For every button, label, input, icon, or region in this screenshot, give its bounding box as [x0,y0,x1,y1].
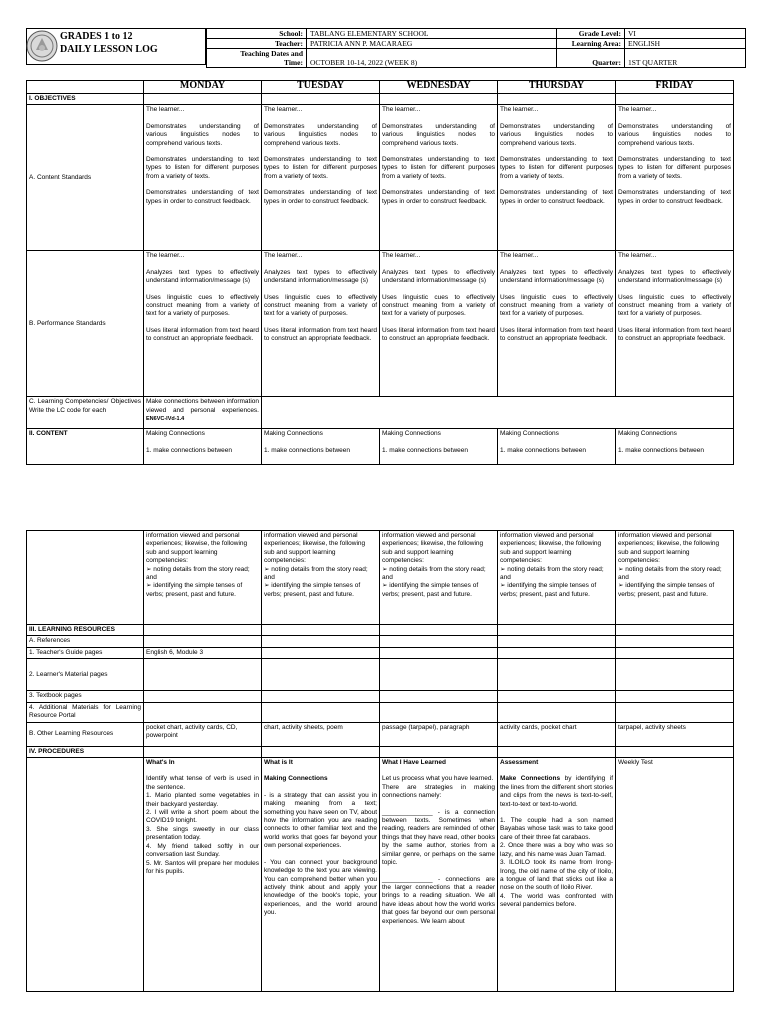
procedures-monday [144,758,262,992]
cell-paragraph: 1. make connections between [618,446,704,454]
cell-paragraph: Uses linguistic cues to effectively construct meaning from a variety of text for a variety of purposes. [264,293,377,318]
competencies-row [27,397,734,429]
cell-paragraph: Uses literal information from text heard to construct an appropriate feedback. [500,326,613,343]
content-cell [380,429,498,465]
monday-title: What's In [146,759,175,767]
additional-materials-row [27,702,734,722]
competencies-label: C. Learning Competencies/ Objectives Write the LC code for each [27,397,144,429]
cell-paragraph: Demonstrates understanding of various linguistics nodes to comprehend various texts. [500,122,613,147]
cell-line: 1. Mario planted some vegetables in their backyard yesterday. [146,792,259,808]
cell-paragraph: 1. make connections between [500,446,586,454]
competency-text: Make connections between information viewed and personal experiences. [146,398,259,414]
cell-line: ➢ identifying the simple tenses of verbs; present, past and future. [618,582,715,598]
learner-material-label: 2. Learner's Material pages [27,659,144,691]
cell-line: 4. The world was confronted with several pandemics before. [500,892,613,909]
cell-paragraph: Demonstrates understanding of text types in order to construct feedback. [382,189,495,205]
cell-paragraph: Uses literal information from text heard to construct an appropriate feedback. [382,326,495,343]
content-continued-cell [380,531,498,625]
cell-paragraph: Making Connections [618,430,677,438]
content-heading: II. CONTENT [27,429,144,465]
cell-paragraph: Demonstrates understanding of text types in order to construct feedback. [618,189,731,205]
cell-line: 2. Once there was a boy who was so lazy, and his name was Juan Tamad. [500,842,613,858]
wednesday-para: Let us process what you have learned. [382,775,494,783]
lesson-grid-page-1 [26,80,734,465]
content-continued-label [27,531,144,625]
school-label: School: [207,29,307,39]
procedures-heading: IV. PROCEDURES [27,746,144,757]
cell-paragraph: Uses linguistic cues to effectively construct meaning from a variety of text for a variety of purposes. [500,293,613,318]
day-header-row [27,81,734,94]
day-wednesday: WEDNESDAY [380,81,498,94]
cell-line: ➢ identifying the simple tenses of verbs; present, past and future. [500,582,597,598]
textbook-row [27,691,734,702]
thursday-lead-bold: Make Connections [500,775,561,783]
cell-paragraph: Demonstrates understanding of various linguistics nodes to comprehend various texts. [618,122,731,147]
cell-paragraph: The learner... [500,252,539,260]
title-line-2: DAILY LESSON LOG [60,44,158,55]
cell-line: ➢ noting details from the story read; and [146,565,250,582]
cell-paragraph: Making Connections [146,430,205,438]
other-resources-cell: chart, activity sheets, poem [262,722,380,746]
cell-paragraph: Uses literal information from text heard to construct an appropriate feedback. [146,326,259,343]
cell-line: 5. Mr. Santos will prepare her modules for his pupils. [146,859,259,875]
other-resources-cell: tarpapel, activity sheets [616,722,734,746]
cell-line: 4. My friend talked softly in our conversation last Sunday. [146,842,259,859]
content-continued-row [27,531,734,625]
cell-paragraph: Demonstrates understanding to text types to listen for different purposes from a variety of texts. [618,156,731,180]
cell-paragraph: Uses literal information from text heard to construct an appropriate feedback. [264,326,377,343]
cell-paragraph: Demonstrates understanding of various linguistics nodes to comprehend various texts. [382,122,495,147]
content-standards-cell [616,105,734,251]
performance-standards-cell [380,251,498,397]
cell-paragraph: Making Connections [264,430,323,438]
content-cell [144,429,262,465]
dates-label [207,49,307,68]
day-tuesday: TUESDAY [262,81,380,94]
cell-line: Identify what tense of verb is used in the sentence. [146,775,259,791]
cell-paragraph: Analyzes text types to effectively understand information/message (s) [264,268,377,285]
cell-paragraph: Uses linguistic cues to effectively construct meaning from a variety of text for a variety of purposes. [146,293,259,318]
cell-paragraph: Making Connections [382,430,441,438]
cell-line: ➢ identifying the simple tenses of verbs; present, past and future. [382,582,479,598]
other-resources-cell: activity cards, pocket chart [498,722,616,746]
cell-paragraph: Analyzes text types to effectively understand information/message (s) [500,268,613,285]
content-cell [498,429,616,465]
lesson-grid-page-2 [26,530,734,992]
competencies-cell [144,397,262,429]
cell-paragraph: - is a strategy that can assist you in making meaning from a text; something you have seen on TV, about how the information you are reading connects to other familiar text and the world works that goes far beyond your own personal experiences. [264,791,377,850]
resources-section-row [27,625,734,636]
competencies-empty [262,397,734,429]
learner-material-row [27,659,734,691]
cell-paragraph: 1. make connections between [382,446,468,454]
other-resources-row [27,722,734,746]
cell-line: information viewed and personal experiences; likewise, the following sub and support learning competencies: [146,532,248,565]
cell-paragraph: Analyzes text types to effectively understand information/message (s) [382,268,495,285]
day-friday: FRIDAY [616,81,734,94]
performance-standards-cell [144,251,262,397]
cell-line: 1. The couple had a son named Bayabas whose task was to take good care of their three fat carabaos. [500,817,613,841]
area-label: Learning Area: [557,39,625,49]
other-resources-cell: passage (tarpapel), paragraph [380,722,498,746]
thursday-lead [500,775,613,809]
dates-label-line-2: Time: [283,58,303,67]
procedures-friday [616,758,734,992]
cell-line: ➢ identifying the simple tenses of verbs; present, past and future. [264,582,361,598]
wednesday-title: What I Have Learned [382,759,446,767]
tuesday-title: What is It [264,759,293,767]
cell-line: ➢ noting details from the story read; and [500,565,604,582]
corner-cell [27,81,144,94]
content-row [27,429,734,465]
cell-paragraph: Demonstrates understanding of various linguistics nodes to comprehend various texts. [146,122,259,147]
cell-paragraph: The learner... [146,252,185,260]
cell-paragraph: - You can connect your background knowledge to the text you are viewing. You can comprehend better when you actively think about and apply your knowledge of the book's topic, your experiences, and the world around you. [264,858,377,917]
performance-standards-cell [616,251,734,397]
grade-value: VI [625,29,746,39]
cell-paragraph: Uses linguistic cues to effectively construct meaning from a variety of text for a variety of purposes. [618,293,731,318]
cell-paragraph: The learner... [500,106,539,114]
objectives-section-row [27,94,734,105]
cell-paragraph: 1. make connections between [264,446,350,454]
dates-value: OCTOBER 10-14, 2022 (WEEK 8) [307,49,557,68]
content-standards-label: A. Content Standards [27,105,144,251]
content-standards-row [27,105,734,251]
cell-paragraph: Uses linguistic cues to effectively construct meaning from a variety of text for a variety of purposes. [382,293,495,318]
references-row [27,636,734,647]
cell-paragraph: Demonstrates understanding to text types to listen for different purposes from a variety of texts. [146,156,259,180]
thursday-lead-rest: by identifying if the lines from the different short stories and clips from the news is text-to-self, text-to-text or text-to-world. [500,775,613,808]
wednesday-para: ______________ - is a connection between texts. Sometimes when reading, readers are reminded of other things that they have read, other books by the same author, stories from a similar genre, or perhaps on the same topic. [382,808,495,867]
content-continued-cell [616,531,734,625]
cell-line: 2. I will write a short poem about the COVID19 tonight. [146,809,259,825]
procedures-label-cell [27,758,144,992]
performance-standards-cell [498,251,616,397]
content-cell [262,429,380,465]
content-cell [616,429,734,465]
monday-lines [146,775,259,876]
content-standards-cell [498,105,616,251]
day-monday: MONDAY [144,81,262,94]
content-standards-cell [380,105,498,251]
thursday-items [500,817,613,909]
cell-paragraph: The learner... [146,106,185,114]
cell-paragraph: Demonstrates understanding of various linguistics nodes to comprehend various texts. [264,122,377,147]
document-title [60,30,158,56]
cell-paragraph: Demonstrates understanding to text types to listen for different purposes from a variety of texts. [382,156,495,180]
wednesday-para: There are strategies in making connections namely: [382,783,495,800]
cell-paragraph: 1. make connections between [146,446,232,454]
content-continued-cell [144,531,262,625]
thursday-title: Assessment [500,759,539,767]
cell-paragraph: The learner... [618,106,657,114]
resources-heading: III. LEARNING RESOURCES [27,625,144,636]
quarter-label: Quarter: [557,49,625,68]
day-thursday: THURSDAY [498,81,616,94]
other-resources-cell: pocket chart, activity cards, CD, powerpoint [144,722,262,746]
teacher-guide-value: English 6, Module 3 [144,647,262,658]
cell-paragraph: The learner... [264,252,303,260]
cell-paragraph: Demonstrates understanding to text types to listen for different purposes from a variety of texts. [500,156,613,180]
cell-paragraph: Demonstrates understanding of text types in order to construct feedback. [146,189,259,205]
additional-materials-label: 4. Additional Materials for Learning Resource Portal [27,702,144,722]
performance-standards-label: B. Performance Standards [27,251,144,397]
title-line-1: GRADES 1 to 12 [60,31,133,42]
dates-label-line-1: Teaching Dates and [240,49,303,58]
wednesday-para: ______________ - connections are the larger connections that a reader brings to a reading situation. We all have ideas about how the world works that goes far beyond our own personal experiences. We learn about [382,875,495,925]
cell-paragraph: Demonstrates understanding of text types in order to construct feedback. [264,189,377,205]
cell-paragraph: Demonstrates understanding to text types to listen for different purposes from a variety of texts. [264,156,377,180]
teacher-guide-label: 1. Teacher's Guide pages [27,647,144,658]
cell-paragraph: The learner... [382,252,421,260]
friday-title: Weekly Test [618,759,653,767]
references-label: A. References [27,636,144,647]
header-info-table [206,28,746,68]
procedures-section-row [27,746,734,757]
content-continued-cell [498,531,616,625]
procedures-tuesday [262,758,380,992]
cell-paragraph: The learner... [382,106,421,114]
deped-seal-icon [26,30,58,62]
other-resources-label: B. Other Learning Resources [27,722,144,746]
cell-line: ➢ identifying the simple tenses of verbs; present, past and future. [146,582,243,598]
quarter-value: 1ST QUARTER [625,49,746,68]
cell-paragraph: Analyzes text types to effectively understand information/message (s) [618,268,731,285]
tuesday-paragraphs [264,792,377,918]
procedures-wednesday [380,758,498,992]
performance-standards-cell [262,251,380,397]
performance-standards-row [27,251,734,397]
grade-label: Grade Level: [557,29,625,39]
cell-line: information viewed and personal experiences; likewise, the following sub and support learning competencies: [382,532,484,565]
content-standards-cell [262,105,380,251]
cell-line: ➢ noting details from the story read; and [264,565,368,582]
cell-line: information viewed and personal experiences; likewise, the following sub and support learning competencies: [618,532,720,565]
cell-line: ➢ noting details from the story read; and [618,565,722,582]
cell-paragraph: The learner... [618,252,657,260]
procedures-row [27,758,734,992]
teacher-value: PATRICIA ANN P. MACARAEG [307,39,557,49]
procedures-thursday [498,758,616,992]
cell-paragraph: The learner... [264,106,303,114]
cell-line: 3. She sings sweetly in our class presentation today. [146,825,259,842]
cell-paragraph: Demonstrates understanding of text types in order to construct feedback. [500,189,613,205]
teacher-guide-row [27,647,734,658]
content-continued-cell [262,531,380,625]
competency-code: EN6VC-IVd-1.4 [146,416,185,423]
area-value: ENGLISH [625,39,746,49]
content-standards-cell [144,105,262,251]
teacher-label: Teacher: [207,39,307,49]
school-value: TABLANG ELEMENTARY SCHOOL [307,29,557,39]
objectives-heading: I. OBJECTIVES [27,94,144,105]
cell-paragraph: Uses literal information from text heard to construct an appropriate feedback. [618,326,731,343]
cell-paragraph: Making Connections [500,430,559,438]
cell-line: 3. ILOILO took its name from Irong-Irong, the old name of the city of Iloilo, a tongue of land that sticks out like a nose on the south of Iloilo River. [500,859,613,892]
tuesday-subtitle: Making Connections [264,775,328,783]
cell-paragraph: Analyzes text types to effectively understand information/message (s) [146,268,259,285]
document-header [0,24,768,80]
cell-line: information viewed and personal experiences; likewise, the following sub and support learning competencies: [500,532,602,565]
cell-line: ➢ noting details from the story read; and [382,565,486,582]
cell-line: information viewed and personal experiences; likewise, the following sub and support learning competencies: [264,532,366,565]
page-1 [0,24,768,454]
textbook-label: 3. Textbook pages [27,691,144,702]
